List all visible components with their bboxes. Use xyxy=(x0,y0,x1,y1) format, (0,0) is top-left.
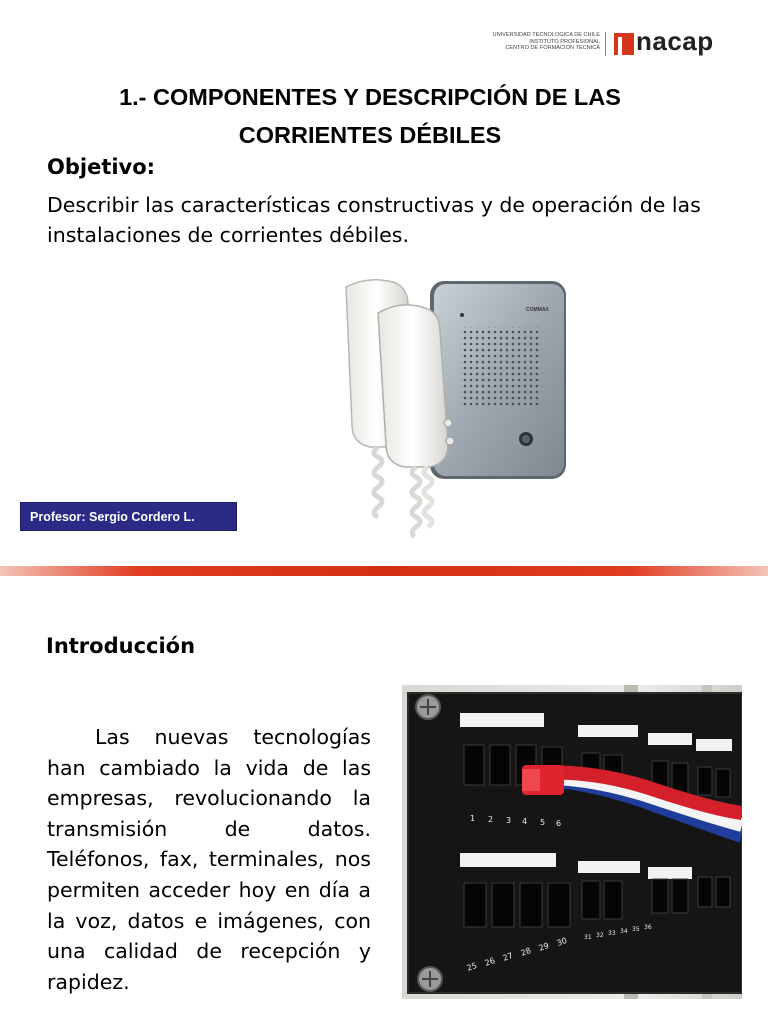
slide-2 xyxy=(0,576,768,1024)
port-number-5: 5 xyxy=(540,818,546,827)
port-number-36: 36 xyxy=(644,924,652,931)
logo-sub-line-1: UNIVERSIDAD TECNOLOGICA DE CHILE xyxy=(492,32,600,38)
port-number-1: 1 xyxy=(470,814,476,823)
intercom-brand-label: COMMAX xyxy=(526,307,549,313)
patch-panel-image xyxy=(402,685,742,999)
port-number-26: 26 xyxy=(483,955,497,968)
port-number-4: 4 xyxy=(522,817,528,826)
logo-sub-line-3: CENTRO DE FORMACION TECNICA xyxy=(505,45,600,52)
slide-title xyxy=(40,78,700,154)
slide-separator xyxy=(0,566,768,576)
port-number-3: 3 xyxy=(506,816,512,825)
inacap-logo xyxy=(470,26,740,66)
port-number-35: 35 xyxy=(632,926,640,933)
logo-sub-line-2: INSTITUTO PROFESIONAL xyxy=(529,38,600,45)
port-number-32: 32 xyxy=(596,932,604,939)
port-number-25: 25 xyxy=(465,960,479,973)
intro-body: Las nuevas tecnologías han cambiado la vida de las empresas, revolucionando la transmisión de datos. Teléfonos, fax, terminales, nos permiten acceder hoy en día a la voz, datos e imágenes, con una calidad de recepción y rapidez. xyxy=(47,725,371,994)
port-number-34: 34 xyxy=(620,928,628,935)
port-number-2: 2 xyxy=(488,815,494,824)
port-number-28: 28 xyxy=(519,945,533,958)
logo-wordmark: nacap xyxy=(636,26,714,56)
port-number-33: 33 xyxy=(608,930,616,937)
port-number-31: 31 xyxy=(584,934,592,941)
logo-divider xyxy=(605,32,606,56)
professor-badge: Profesor: Sergio Cordero L. xyxy=(20,502,237,531)
objective-label: Objetivo: xyxy=(47,155,156,179)
port-number-6: 6 xyxy=(556,819,562,828)
port-number-29: 29 xyxy=(537,940,551,953)
objective-text: Describir las características constructivas y de operación de las instalaciones de corrientes débiles. xyxy=(47,193,701,247)
intercom-image xyxy=(330,275,575,550)
slide-title-line-1: 1.- COMPONENTES Y DESCRIPCIÓN DE LAS xyxy=(119,84,621,110)
intro-title: Introducción xyxy=(46,634,196,658)
port-number-30: 30 xyxy=(555,935,569,948)
logo-mark-icon xyxy=(614,33,634,55)
slide-title-line-2: CORRIENTES DÉBILES xyxy=(238,122,502,148)
logo-subtitle xyxy=(470,32,600,52)
port-number-27: 27 xyxy=(501,950,515,963)
